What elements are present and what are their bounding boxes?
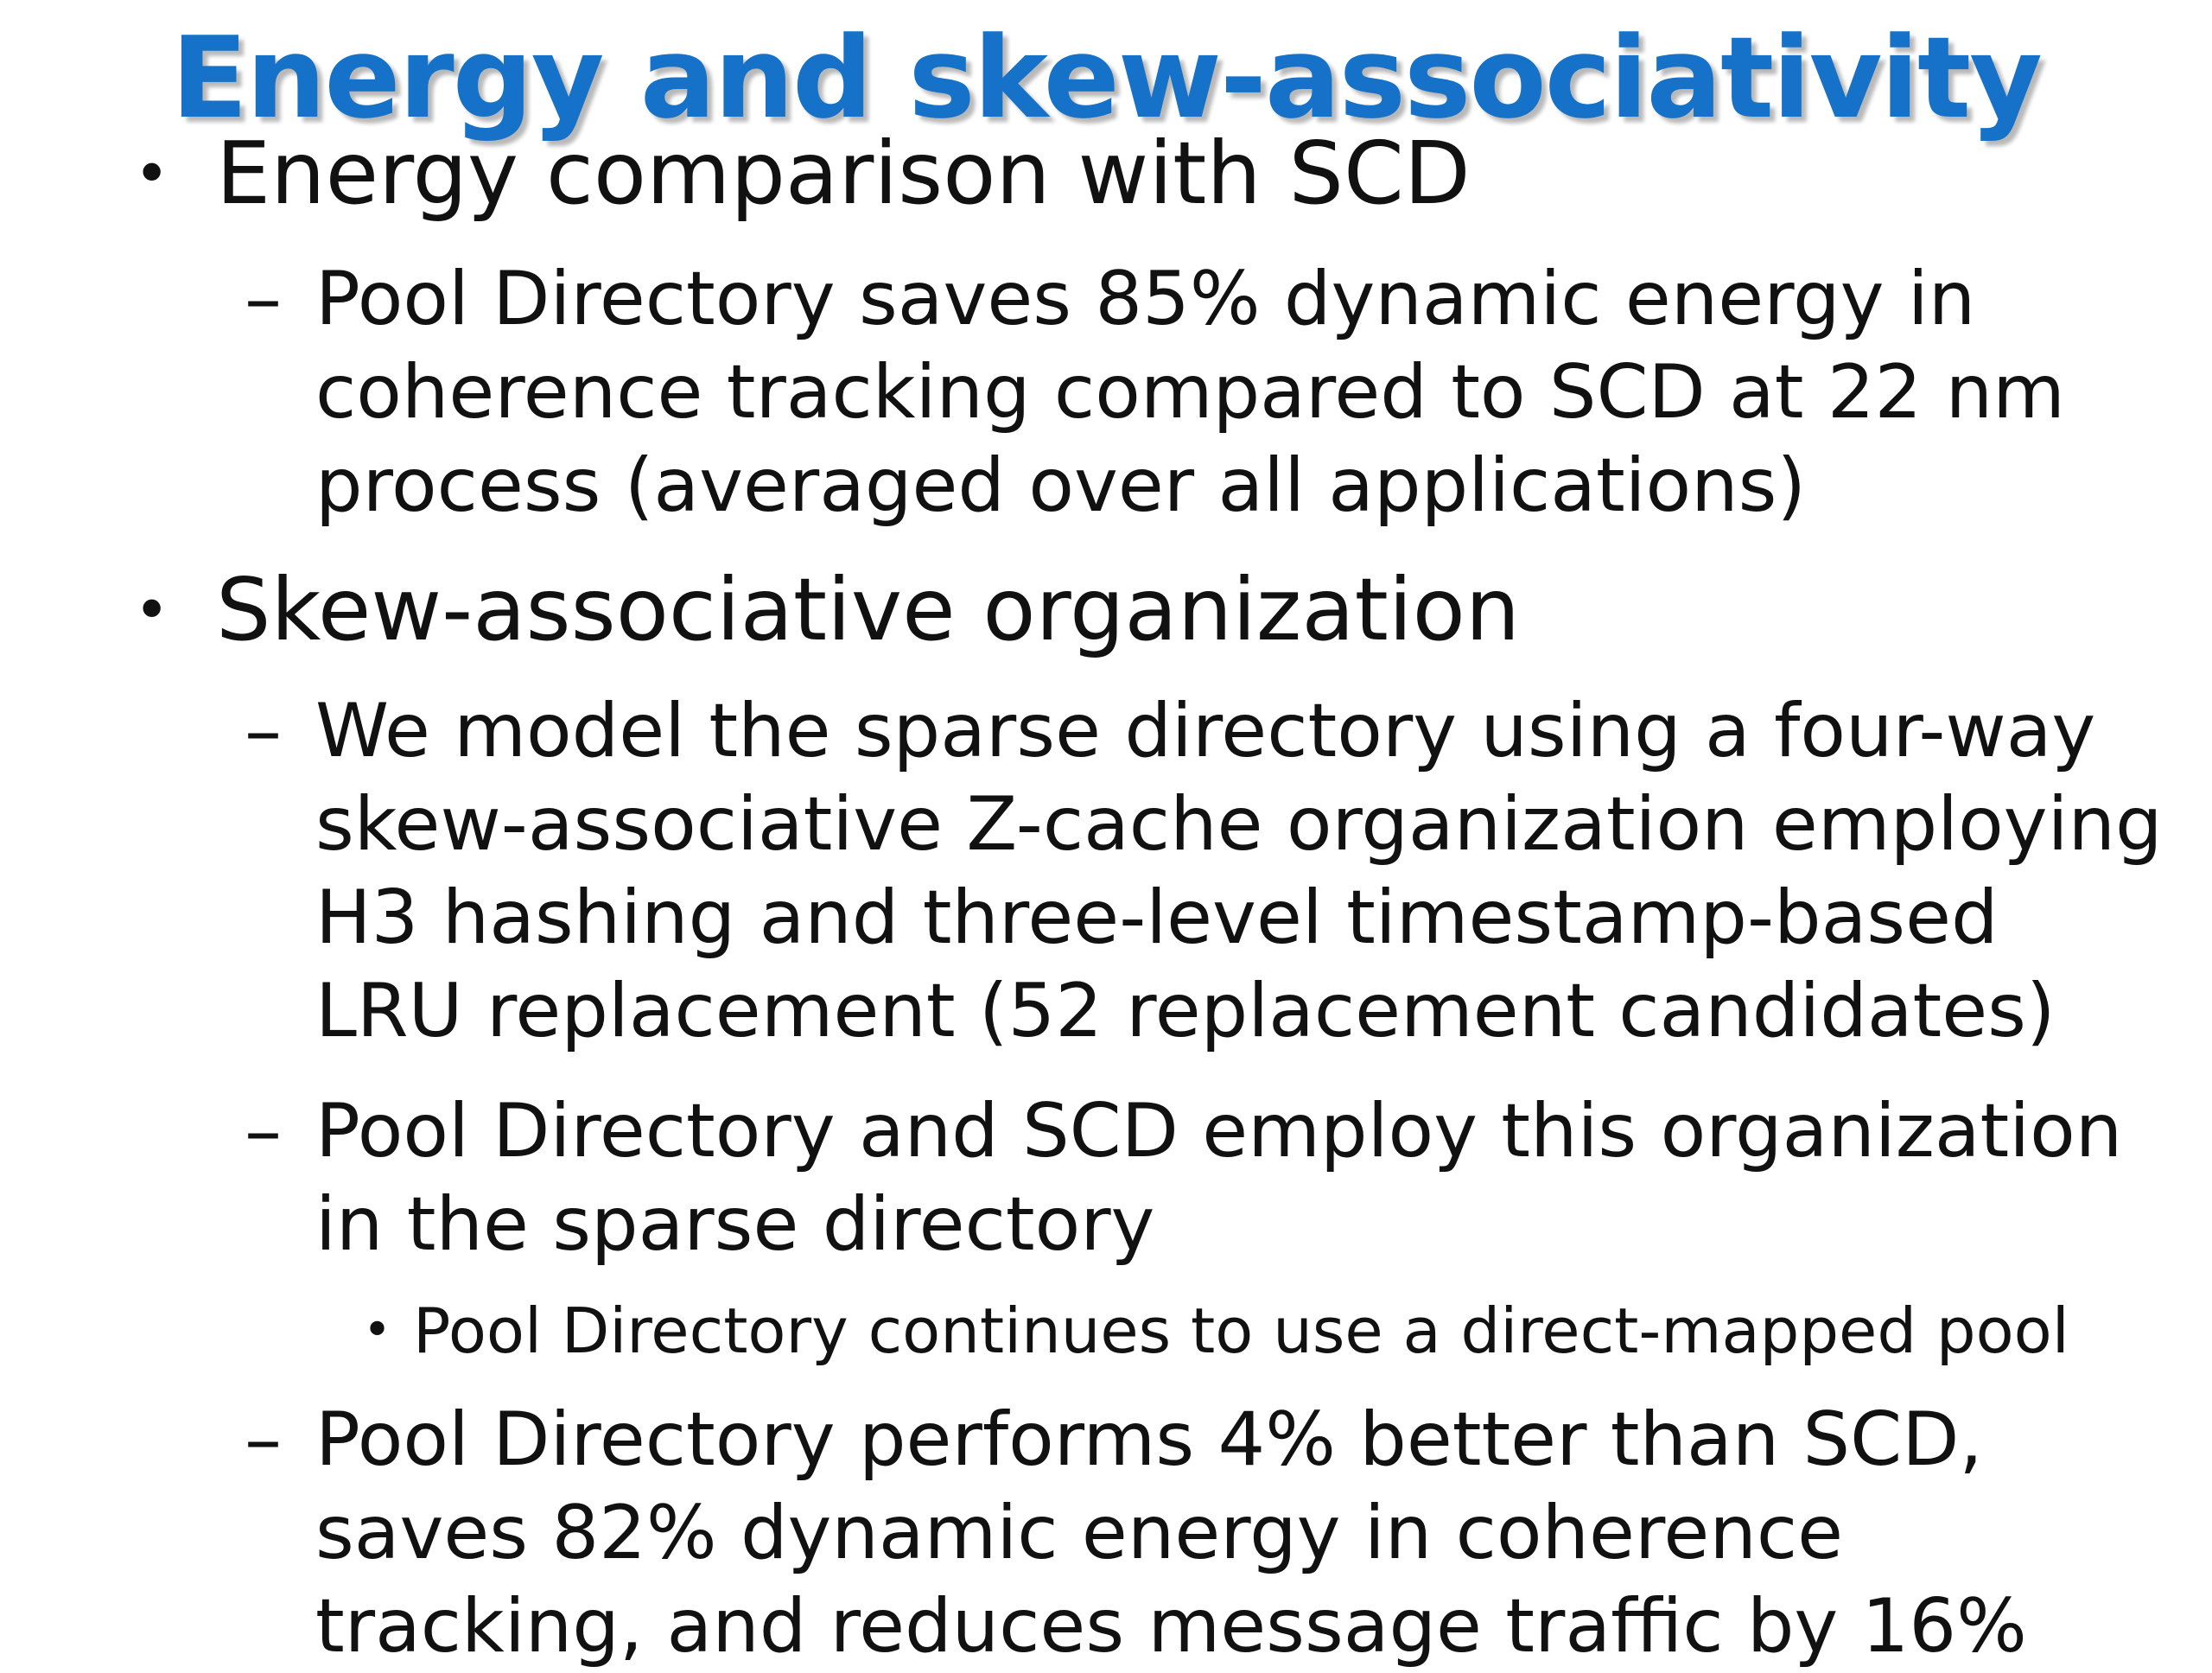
sub-item-line: Pool Directory performs 4% better than SCD,	[315, 1396, 1983, 1483]
sub-sub-item-text: Pool Directory continues to use a direct-mapped pool	[413, 1295, 2069, 1367]
bullet-item-energy-comparison	[134, 123, 1471, 224]
bullet-marker: •	[363, 1302, 392, 1358]
bullet-marker: •	[134, 575, 170, 646]
sub-item-model-description	[245, 684, 2163, 1058]
bullet-text: Energy comparison with SCD	[216, 123, 1471, 224]
sub-item-line: We model the sparse directory using a four-way	[315, 688, 2096, 774]
sub-item-line: saves 82% dynamic energy in coherence	[315, 1490, 1844, 1576]
slide-title: Energy and skew-associativity	[171, 12, 2041, 143]
sub-item-line: Pool Directory saves 85% dynamic energy in	[315, 256, 1976, 342]
sub-item-line: tracking, and reduces message traffic by 16%	[315, 1583, 2027, 1670]
sub-item-line: Pool Directory and SCD employ this organization	[315, 1088, 2123, 1174]
sub-item-line: coherence tracking compared to SCD at 22 nm	[315, 349, 2065, 436]
sub-item-line: H3 hashing and three-level timestamp-based	[315, 875, 1999, 961]
bullet-text: Skew-associative organization	[216, 559, 1521, 660]
dash-marker: –	[245, 688, 282, 774]
dash-marker: –	[245, 1396, 282, 1483]
sub-item-organization-usage	[245, 1085, 2123, 1271]
sub-item-performance-results	[245, 1393, 2027, 1673]
sub-item-energy-savings	[245, 252, 2065, 532]
sub-item-line: skew-associative Z-cache organization employing	[315, 781, 2163, 868]
sub-sub-item-direct-mapped-pool	[363, 1292, 2069, 1370]
dash-marker: –	[245, 1088, 282, 1174]
sub-item-line: LRU replacement (52 replacement candidates)	[315, 968, 2056, 1054]
bullet-item-skew-associative	[134, 559, 1521, 660]
bullet-marker: •	[134, 138, 170, 209]
dash-marker: –	[245, 256, 282, 342]
sub-item-line: in the sparse directory	[315, 1181, 1155, 1268]
sub-item-line: process (averaged over all applications)	[315, 442, 1807, 529]
